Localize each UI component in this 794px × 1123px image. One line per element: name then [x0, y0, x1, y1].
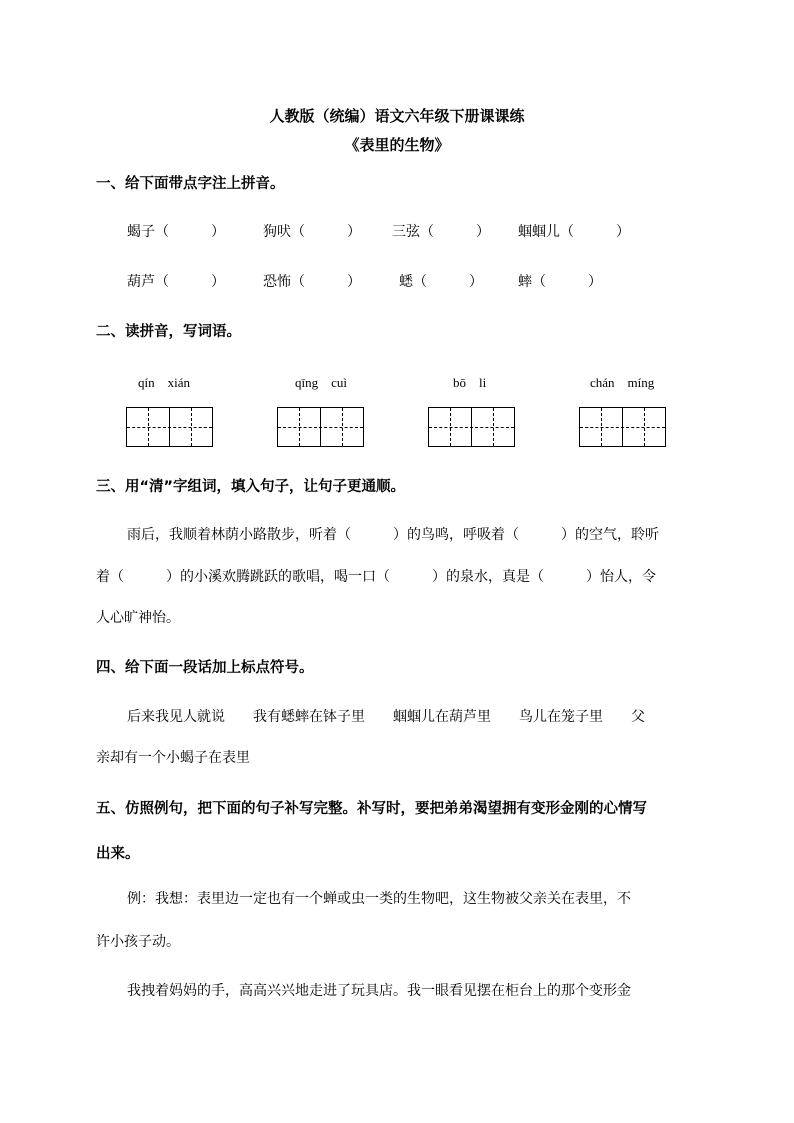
writing-grid[interactable]	[126, 407, 213, 447]
s3-text-line: 着（ ）的小溪欢腾跳跃的歌唱，喝一口（ ）的泉水，真是（ ）怡人，令	[96, 569, 656, 585]
section-2-heading: 二、读拼音，写词语。	[96, 324, 241, 340]
section-4-heading: 四、给下面一段话加上标点符号。	[96, 660, 314, 676]
writing-grid[interactable]	[579, 407, 666, 447]
doc-subtitle: 《表里的生物》	[344, 136, 450, 154]
writing-grid[interactable]	[277, 407, 364, 447]
s5-text-line: 我拽着妈妈的手，高高兴兴地走进了玩具店。我一眼看见摆在柜台上的那个变形金	[127, 983, 631, 999]
s1-item: 蟋（ ）	[399, 274, 483, 290]
s3-text-line: 人心旷神怡。	[96, 610, 180, 626]
s1-item: 葫芦（ ）	[127, 274, 225, 290]
s1-item: 蟀（ ）	[518, 274, 602, 290]
section-1-heading: 一、给下面带点字注上拼音。	[96, 176, 285, 192]
section-5-heading-cont: 出来。	[96, 846, 140, 862]
s5-example-line: 例：我想：表里边一定也有一个蝉或虫一类的生物吧，这生物被父亲关在表里，不	[127, 891, 631, 907]
s5-example-line: 许小孩子动。	[96, 934, 180, 950]
s4-text-line: 亲却有一个小蝎子在表里	[96, 750, 250, 766]
s1-item: 蝎子（ ）	[127, 224, 225, 240]
s1-item: 三弦（ ）	[392, 224, 490, 240]
pinyin-label: qīng cuì	[295, 375, 347, 390]
pinyin-label: bō li	[453, 375, 487, 390]
s3-text-line: 雨后，我顺着林荫小路散步，听着（ ）的鸟鸣，呼吸着（ ）的空气，聆听	[127, 527, 659, 543]
pinyin-label: chán míng	[590, 375, 655, 390]
s1-item: 狗吠（ ）	[263, 224, 361, 240]
doc-title: 人教版（统编）语文六年级下册课课练	[269, 107, 525, 125]
section-5-heading: 五、仿照例句，把下面的句子补写完整。补写时，要把弟弟渴望拥有变形金刚的心情写	[96, 801, 647, 817]
s1-item: 恐怖（ ）	[263, 274, 361, 290]
s1-item: 蝈蝈儿（ ）	[518, 224, 630, 240]
pinyin-label: qín xián	[138, 375, 190, 390]
section-3-heading: 三、用“清”字组词，填入句子，让句子更通顺。	[96, 479, 406, 495]
s4-text-line: 后来我见人就说 我有蟋蟀在钵子里 蝈蝈儿在葫芦里 鸟儿在笼子里 父	[127, 709, 645, 725]
writing-grid[interactable]	[428, 407, 515, 447]
